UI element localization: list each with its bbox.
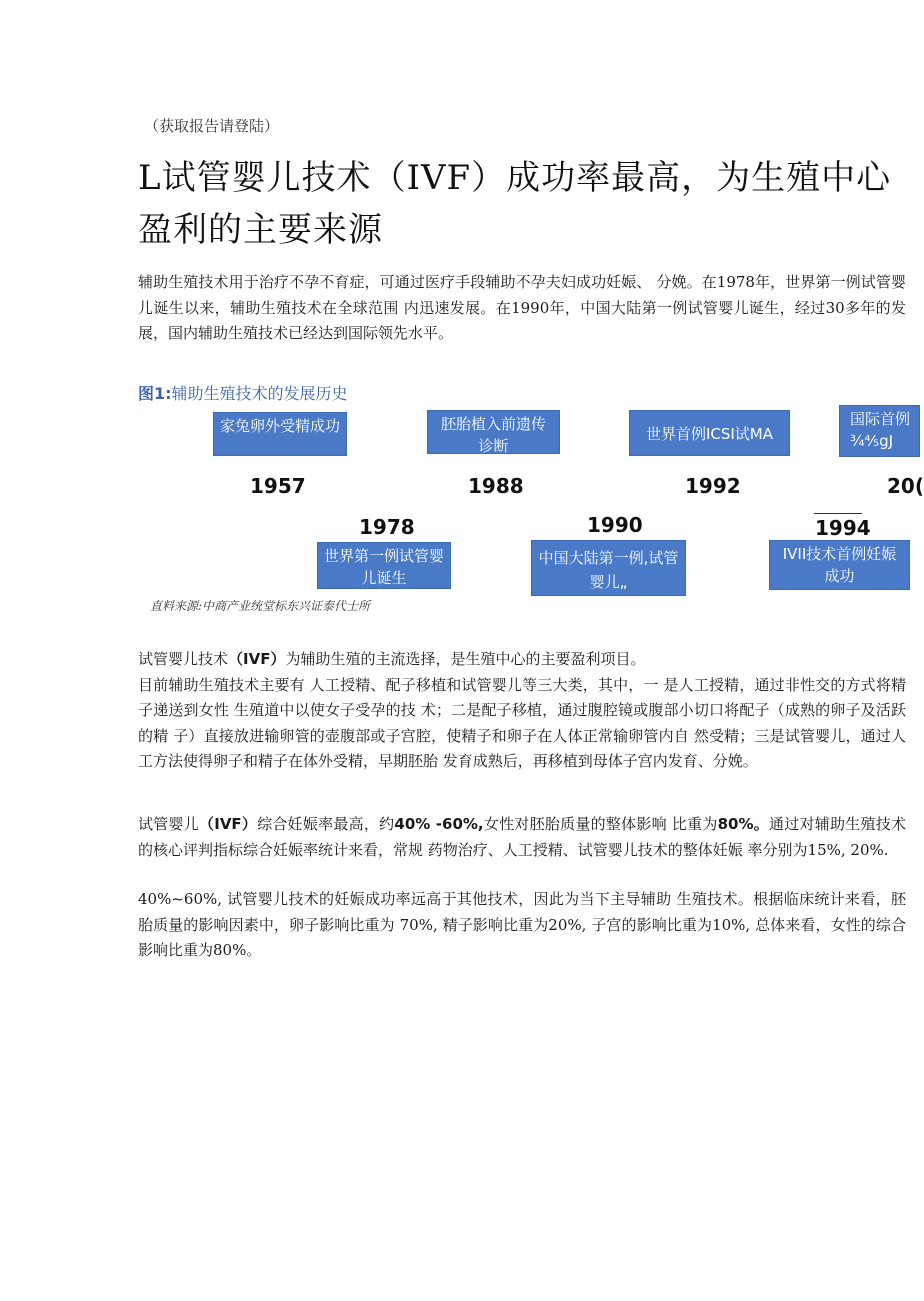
p3-rate-range: 40% -60%, (394, 815, 484, 833)
ivf-lead-line (138, 647, 906, 673)
timeline-year-1994: 1994 (815, 516, 871, 540)
p3-d: 通过对辅助生殖技术的核心评判指标综合妊娠率统计来看，常规 药物治疗、人工授精、试管婴儿技术的整体妊娠 率分别为15%, 20%. (138, 815, 906, 859)
p3-female-share: 80%。 (717, 815, 770, 833)
timeline-box-1990: 中国大陆第一例,试管婴儿„ (531, 540, 686, 596)
timeline-box-1994: IVII技术首例妊娠成功 (769, 540, 910, 590)
timeline-box-20xx: 国际首例¾⅘gJ (839, 405, 920, 457)
ivf-term: （IVF） (228, 650, 286, 668)
timeline-box-1957: 家兔卵外受精成功 (213, 412, 347, 456)
p3-a: 试管婴儿 (138, 815, 199, 833)
timeline-year-20xx: 20( (887, 474, 924, 498)
timeline-year-1978: 1978 (359, 515, 415, 539)
timeline-year-1990: 1990 (587, 513, 643, 537)
timeline-year-1957: 1957 (250, 474, 306, 498)
page-title: L试管婴儿技术（IVF）成功率最高，为生殖中心盈利的主要来源 (138, 158, 892, 250)
timeline-box-1988: 胚胎植入前遗传诊断 (427, 410, 560, 454)
year-overline (814, 513, 862, 514)
p3-ivf-term: （IVF） (199, 815, 258, 833)
p3-c: 女性对胚胎质量的整体影响 比重为 (483, 815, 718, 833)
timeline-year-1988: 1988 (468, 474, 524, 498)
p3-b: 综合妊娠率最高，约 (257, 815, 395, 833)
figure-number: 图1: (138, 384, 172, 403)
pregnancy-rate-paragraph (138, 812, 906, 863)
ivf-lead-b: 为辅助生殖的主流选择，是生殖中心的主要盈利项目。 (285, 650, 646, 668)
figure-title: 辅助生殖技术的发展历史 (171, 384, 348, 403)
timeline-box-1992: 世界首例ICSI试MA (629, 410, 790, 456)
intro-paragraph: 辅助生殖技术用于治疗不孕不育症，可通过医疗手段辅助不孕夫妇成功妊娠、 分娩。在1978年，世界第一例试管婴儿诞生以来，辅助生殖技术在全球范围 内迅速发展。在1990年，中国大陆第一例试管婴儿诞生，经过30多年的发 展，国内辅助生殖技术已经达到国际领先水平。 (138, 273, 906, 342)
timeline-box-1978: 世界第一例试管婴儿诞生 (317, 542, 451, 589)
ivf-main-paragraph (138, 647, 906, 775)
timeline-year-1992: 1992 (685, 474, 741, 498)
ivf-lead-a: 试管婴儿技术 (138, 650, 229, 668)
art-types-text: 目前辅助生殖技术主要有 人工授精、配子移植和试管婴儿等三大类，其中，一 是人工授精，通过非性交的方式将精子递送到女性 生殖道中以使女子受孕的技 术；二是配子移植，通过腹腔镜或腹部小切口将配子（成熟的卵子及活跃的精 子）直接放进输卵管的壶腹部或子宫腔，使精子和卵子在人体正常输卵管内自 然受精；三是试管婴儿，通过人工方法使得卵子和精子在体外受精，早期胚胎 发育成熟后，再移植到母体子宫内发育、分娩。 (138, 675, 906, 770)
login-note: （获取报告请登陆） (144, 117, 280, 135)
data-source: 直料来源:中商产业统堂标东兴证泰代士所 (150, 599, 371, 613)
influence-factors-paragraph: 40%~60%, 试管婴儿技术的妊娠成功率远高于其他技术，因此为当下主导辅助 生殖技术。根据临床统计来看，胚胎质量的影响因素中，卵子影响比重为 70%, 精子影响比重为20%, 子宫的影响比重为10%, 总体来看，女性的综合 影响比重为80%。 (138, 890, 906, 959)
figure-caption (138, 381, 348, 404)
